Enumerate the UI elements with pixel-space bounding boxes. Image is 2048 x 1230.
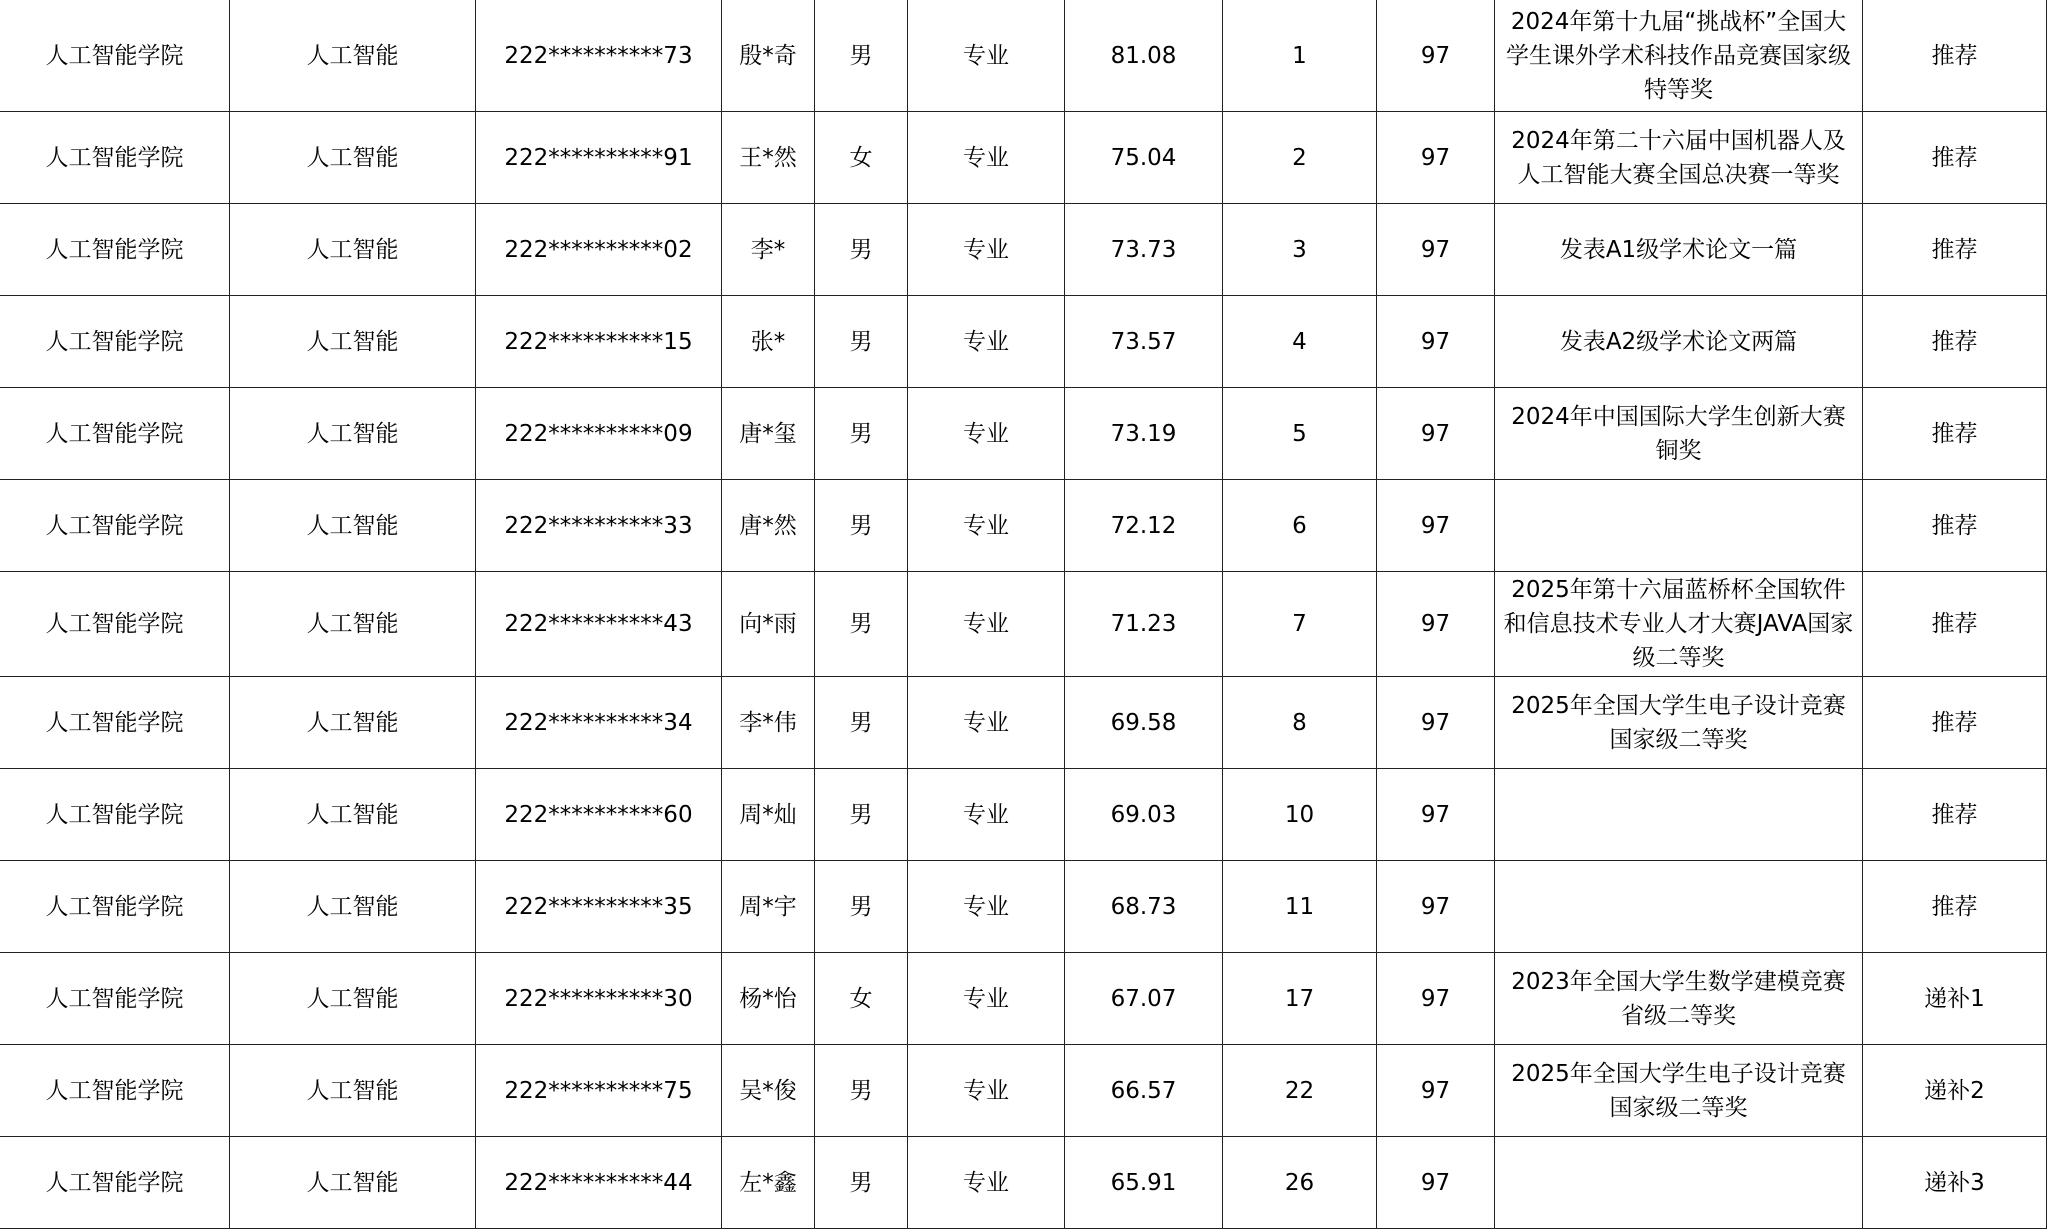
category-cell: 专业 — [908, 769, 1065, 861]
rank-cell: 3 — [1223, 204, 1377, 296]
award-cell: 2025年全国大学生电子设计竞赛国家级二等奖 — [1495, 677, 1863, 769]
college-cell: 人工智能学院 — [0, 112, 230, 204]
college-cell: 人工智能学院 — [0, 480, 230, 572]
name-cell: 唐*然 — [722, 480, 815, 572]
award-cell: 2023年全国大学生数学建模竞赛省级二等奖 — [1495, 953, 1863, 1045]
student-id-cell: 222**********34 — [476, 677, 722, 769]
name-cell: 杨*怡 — [722, 953, 815, 1045]
category-cell: 专业 — [908, 953, 1065, 1045]
name-cell: 张* — [722, 296, 815, 388]
table-row — [0, 480, 2047, 572]
student-id-cell: 222**********75 — [476, 1045, 722, 1137]
total-cell: 97 — [1377, 0, 1495, 112]
major-cell: 人工智能 — [230, 861, 476, 953]
rank-cell: 11 — [1223, 861, 1377, 953]
result-cell: 推荐 — [1863, 204, 2047, 296]
college-cell: 人工智能学院 — [0, 204, 230, 296]
college-cell: 人工智能学院 — [0, 953, 230, 1045]
total-cell: 97 — [1377, 204, 1495, 296]
score-cell: 73.19 — [1065, 388, 1223, 480]
rank-cell: 26 — [1223, 1137, 1377, 1229]
table-row — [0, 572, 2047, 677]
table-row — [0, 204, 2047, 296]
gender-cell: 男 — [815, 0, 908, 112]
rank-cell: 22 — [1223, 1045, 1377, 1137]
award-cell: 2024年第二十六届中国机器人及人工智能大赛全国总决赛一等奖 — [1495, 112, 1863, 204]
student-id-cell: 222**********09 — [476, 388, 722, 480]
result-cell: 推荐 — [1863, 861, 2047, 953]
table-row — [0, 677, 2047, 769]
result-cell: 推荐 — [1863, 480, 2047, 572]
name-cell: 左*鑫 — [722, 1137, 815, 1229]
table-row — [0, 1137, 2047, 1229]
award-cell — [1495, 480, 1863, 572]
category-cell: 专业 — [908, 0, 1065, 112]
total-cell: 97 — [1377, 480, 1495, 572]
rank-cell: 10 — [1223, 769, 1377, 861]
result-cell: 推荐 — [1863, 769, 2047, 861]
total-cell: 97 — [1377, 1137, 1495, 1229]
award-cell: 2025年全国大学生电子设计竞赛国家级二等奖 — [1495, 1045, 1863, 1137]
student-id-cell: 222**********02 — [476, 204, 722, 296]
score-cell: 67.07 — [1065, 953, 1223, 1045]
college-cell: 人工智能学院 — [0, 1137, 230, 1229]
result-cell: 递补1 — [1863, 953, 2047, 1045]
gender-cell: 女 — [815, 953, 908, 1045]
rank-cell: 4 — [1223, 296, 1377, 388]
award-cell: 发表A1级学术论文一篇 — [1495, 204, 1863, 296]
major-cell: 人工智能 — [230, 953, 476, 1045]
student-id-cell: 222**********35 — [476, 861, 722, 953]
category-cell: 专业 — [908, 204, 1065, 296]
total-cell: 97 — [1377, 1045, 1495, 1137]
total-cell: 97 — [1377, 953, 1495, 1045]
table-row — [0, 112, 2047, 204]
rank-cell: 17 — [1223, 953, 1377, 1045]
gender-cell: 男 — [815, 480, 908, 572]
score-cell: 65.91 — [1065, 1137, 1223, 1229]
college-cell: 人工智能学院 — [0, 572, 230, 677]
total-cell: 97 — [1377, 112, 1495, 204]
name-cell: 李* — [722, 204, 815, 296]
name-cell: 王*然 — [722, 112, 815, 204]
score-cell: 66.57 — [1065, 1045, 1223, 1137]
student-id-cell: 222**********15 — [476, 296, 722, 388]
gender-cell: 男 — [815, 204, 908, 296]
college-cell: 人工智能学院 — [0, 769, 230, 861]
name-cell: 向*雨 — [722, 572, 815, 677]
student-id-cell: 222**********43 — [476, 572, 722, 677]
student-id-cell: 222**********73 — [476, 0, 722, 112]
student-id-cell: 222**********30 — [476, 953, 722, 1045]
table-row — [0, 953, 2047, 1045]
gender-cell: 男 — [815, 296, 908, 388]
score-cell: 73.73 — [1065, 204, 1223, 296]
score-cell: 73.57 — [1065, 296, 1223, 388]
total-cell: 97 — [1377, 861, 1495, 953]
college-cell: 人工智能学院 — [0, 1045, 230, 1137]
award-cell — [1495, 769, 1863, 861]
rank-cell: 8 — [1223, 677, 1377, 769]
name-cell: 周*灿 — [722, 769, 815, 861]
award-cell: 2024年中国国际大学生创新大赛铜奖 — [1495, 388, 1863, 480]
college-cell: 人工智能学院 — [0, 677, 230, 769]
total-cell: 97 — [1377, 388, 1495, 480]
rank-cell: 6 — [1223, 480, 1377, 572]
major-cell: 人工智能 — [230, 769, 476, 861]
gender-cell: 男 — [815, 1137, 908, 1229]
score-cell: 71.23 — [1065, 572, 1223, 677]
major-cell: 人工智能 — [230, 1137, 476, 1229]
major-cell: 人工智能 — [230, 572, 476, 677]
name-cell: 吴*俊 — [722, 1045, 815, 1137]
score-cell: 69.58 — [1065, 677, 1223, 769]
category-cell: 专业 — [908, 480, 1065, 572]
award-cell: 2025年第十六届蓝桥杯全国软件和信息技术专业人才大赛JAVA国家级二等奖 — [1495, 572, 1863, 677]
award-cell — [1495, 861, 1863, 953]
major-cell: 人工智能 — [230, 480, 476, 572]
college-cell: 人工智能学院 — [0, 388, 230, 480]
name-cell: 周*宇 — [722, 861, 815, 953]
result-cell: 推荐 — [1863, 0, 2047, 112]
table-row — [0, 1045, 2047, 1137]
gender-cell: 男 — [815, 769, 908, 861]
score-cell: 68.73 — [1065, 861, 1223, 953]
result-cell: 推荐 — [1863, 572, 2047, 677]
major-cell: 人工智能 — [230, 1045, 476, 1137]
category-cell: 专业 — [908, 1045, 1065, 1137]
total-cell: 97 — [1377, 769, 1495, 861]
table-row — [0, 388, 2047, 480]
rank-cell: 2 — [1223, 112, 1377, 204]
award-cell: 发表A2级学术论文两篇 — [1495, 296, 1863, 388]
gender-cell: 男 — [815, 861, 908, 953]
major-cell: 人工智能 — [230, 677, 476, 769]
rank-cell: 5 — [1223, 388, 1377, 480]
table-row — [0, 0, 2047, 112]
category-cell: 专业 — [908, 1137, 1065, 1229]
total-cell: 97 — [1377, 296, 1495, 388]
rank-cell: 1 — [1223, 0, 1377, 112]
rank-cell: 7 — [1223, 572, 1377, 677]
college-cell: 人工智能学院 — [0, 861, 230, 953]
table-row — [0, 296, 2047, 388]
category-cell: 专业 — [908, 677, 1065, 769]
student-id-cell: 222**********91 — [476, 112, 722, 204]
major-cell: 人工智能 — [230, 204, 476, 296]
table-row — [0, 861, 2047, 953]
result-cell: 推荐 — [1863, 296, 2047, 388]
category-cell: 专业 — [908, 861, 1065, 953]
gender-cell: 男 — [815, 572, 908, 677]
result-cell: 递补2 — [1863, 1045, 2047, 1137]
result-cell: 推荐 — [1863, 112, 2047, 204]
award-cell — [1495, 1137, 1863, 1229]
category-cell: 专业 — [908, 296, 1065, 388]
gender-cell: 男 — [815, 677, 908, 769]
score-cell: 75.04 — [1065, 112, 1223, 204]
score-cell: 72.12 — [1065, 480, 1223, 572]
category-cell: 专业 — [908, 112, 1065, 204]
name-cell: 李*伟 — [722, 677, 815, 769]
category-cell: 专业 — [908, 572, 1065, 677]
gender-cell: 男 — [815, 388, 908, 480]
table-row — [0, 769, 2047, 861]
student-id-cell: 222**********33 — [476, 480, 722, 572]
total-cell: 97 — [1377, 572, 1495, 677]
gender-cell: 女 — [815, 112, 908, 204]
name-cell: 殷*奇 — [722, 0, 815, 112]
score-cell: 69.03 — [1065, 769, 1223, 861]
name-cell: 唐*玺 — [722, 388, 815, 480]
category-cell: 专业 — [908, 388, 1065, 480]
result-cell: 递补3 — [1863, 1137, 2047, 1229]
major-cell: 人工智能 — [230, 112, 476, 204]
student-id-cell: 222**********44 — [476, 1137, 722, 1229]
college-cell: 人工智能学院 — [0, 296, 230, 388]
award-cell: 2024年第十九届“挑战杯”全国大学生课外学术科技作品竞赛国家级特等奖 — [1495, 0, 1863, 112]
result-cell: 推荐 — [1863, 677, 2047, 769]
college-cell: 人工智能学院 — [0, 0, 230, 112]
major-cell: 人工智能 — [230, 296, 476, 388]
gender-cell: 男 — [815, 1045, 908, 1137]
major-cell: 人工智能 — [230, 388, 476, 480]
student-id-cell: 222**********60 — [476, 769, 722, 861]
major-cell: 人工智能 — [230, 0, 476, 112]
total-cell: 97 — [1377, 677, 1495, 769]
score-cell: 81.08 — [1065, 0, 1223, 112]
result-cell: 推荐 — [1863, 388, 2047, 480]
